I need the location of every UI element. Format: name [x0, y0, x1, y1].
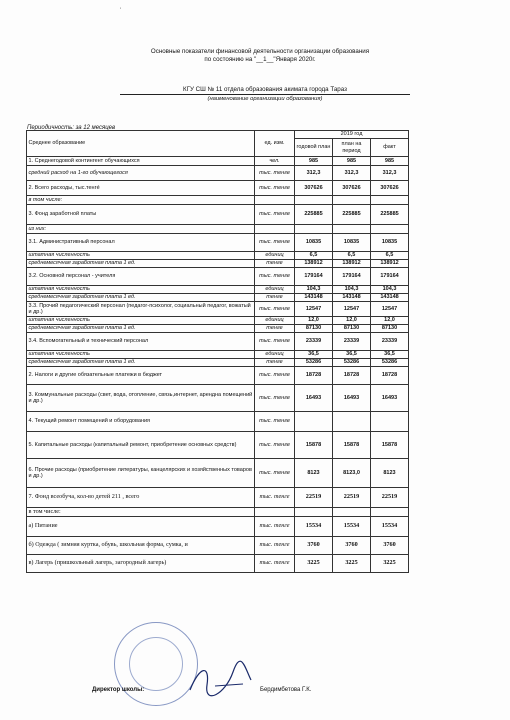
row-fact-cell: 12547 [371, 302, 409, 317]
row-annual-plan-cell: 225885 [295, 205, 333, 225]
table-row [27, 205, 409, 225]
row-fact-cell: 10835 [371, 234, 409, 252]
row-unit-cell: тыс. тенге [255, 367, 295, 385]
row-fact-cell: 36,5 [371, 351, 409, 359]
row-annual-plan-cell: 12547 [295, 302, 333, 317]
row-unit-cell: тенге [255, 325, 295, 333]
row-annual-plan-cell: 36,5 [295, 351, 333, 359]
row-name-cell: а) Питание [27, 517, 255, 537]
row-unit-cell: тыс. тенге [255, 181, 295, 196]
row-fact-cell [371, 508, 409, 517]
row-name-cell: в том числе: [27, 508, 255, 517]
table-row [27, 459, 409, 488]
row-fact-cell: 104,3 [371, 286, 409, 294]
row-annual-plan-cell [295, 196, 333, 205]
table-row [27, 294, 409, 302]
row-period-plan-cell [333, 412, 371, 432]
row-annual-plan-cell: 104,3 [295, 286, 333, 294]
row-annual-plan-cell: 22519 [295, 488, 333, 508]
table-row [27, 234, 409, 252]
row-period-plan-cell: 12,0 [333, 317, 371, 325]
row-annual-plan-cell [295, 225, 333, 234]
row-period-plan-cell: 8123,0 [333, 459, 371, 488]
row-name-cell: 3.3. Прочий педагогический персонал (педагог-психолог, социальный педагог, вожатый и др.) [27, 302, 255, 317]
row-name-cell: 6. Прочие расходы (приобретение литературы, канцелярских и хозяйственных товаров и др.) [27, 459, 255, 488]
row-unit-cell: тенге [255, 260, 295, 268]
row-fact-cell: 12,0 [371, 317, 409, 325]
table-row [27, 325, 409, 333]
row-fact-cell: 8123 [371, 459, 409, 488]
row-fact-cell: 138912 [371, 260, 409, 268]
table-row [27, 555, 409, 573]
row-annual-plan-cell: 8123 [295, 459, 333, 488]
row-annual-plan-cell: 143148 [295, 294, 333, 302]
organization-caption: (наименование организации образования) [207, 96, 323, 102]
row-unit-cell: тыс. тенге [255, 412, 295, 432]
row-unit-cell [255, 225, 295, 234]
row-name-cell: 4. Текущий ремонт помещений и оборудования [27, 412, 255, 432]
row-name-cell: б) Одежда ( зимняя куртка, обувь, школьная форма, сумка, и [27, 537, 255, 555]
row-annual-plan-cell: 16493 [295, 385, 333, 412]
doc-date-line: по состоянию на "__1__"Января 2020г. [204, 56, 316, 63]
table-row [27, 317, 409, 325]
row-annual-plan-cell: 179164 [295, 268, 333, 286]
row-name-cell: штатная численность [27, 286, 255, 294]
row-period-plan-cell: 6,5 [333, 252, 371, 260]
row-annual-plan-cell: 53286 [295, 359, 333, 367]
row-annual-plan-cell: 87130 [295, 325, 333, 333]
row-unit-cell: тыс. тенге [255, 333, 295, 351]
table-row [27, 260, 409, 268]
row-annual-plan-cell: 18728 [295, 367, 333, 385]
signatory-name: Бердимбетова Г.К. [260, 687, 312, 693]
table-row [27, 157, 409, 166]
row-annual-plan-cell: 985 [295, 157, 333, 166]
row-unit-cell: чел. [255, 157, 295, 166]
row-unit-cell: тыс. тенге [255, 205, 295, 225]
row-unit-cell: тыс. тенге [255, 432, 295, 459]
row-period-plan-cell: 15878 [333, 432, 371, 459]
row-name-cell: 1. Среднегодовой контингент обучающихся [27, 157, 255, 166]
row-unit-cell: тенге [255, 359, 295, 367]
row-name-cell: из них: [27, 225, 255, 234]
table-row [27, 367, 409, 385]
row-unit-cell: тыс. тенге [255, 268, 295, 286]
row-annual-plan-cell: 138912 [295, 260, 333, 268]
row-fact-cell: 23339 [371, 333, 409, 351]
header-year-cell: 2019 год [295, 131, 409, 139]
row-period-plan-cell: 307626 [333, 181, 371, 196]
doc-title: Основные показатели финансовой деятельности организации образования [150, 48, 370, 55]
row-period-plan-cell [333, 196, 371, 205]
table-row [27, 351, 409, 359]
row-period-plan-cell: 22519 [333, 488, 371, 508]
header-fact: факт [371, 139, 409, 157]
row-unit-cell: тыс. тенге [255, 459, 295, 488]
row-annual-plan-cell: 23339 [295, 333, 333, 351]
row-fact-cell: 143148 [371, 294, 409, 302]
row-period-plan-cell: 225885 [333, 205, 371, 225]
row-fact-cell: 179164 [371, 268, 409, 286]
signature-mark [185, 660, 255, 700]
row-period-plan-cell: 18728 [333, 367, 371, 385]
table-row [27, 359, 409, 367]
row-unit-cell: единиц [255, 252, 295, 260]
row-annual-plan-cell: 15878 [295, 432, 333, 459]
row-period-plan-cell: 3225 [333, 555, 371, 573]
row-fact-cell [371, 225, 409, 234]
row-fact-cell: 225885 [371, 205, 409, 225]
row-period-plan-cell: 104,3 [333, 286, 371, 294]
row-unit-cell: тенге [255, 294, 295, 302]
row-name-cell: 7. Фонд всеобуча, кол-во детей 211 , всего [27, 488, 255, 508]
row-name-cell: штатная численность [27, 252, 255, 260]
row-name-cell: 2. Налоги и другие обязательные платежи в бюджет [27, 367, 255, 385]
row-period-plan-cell: 138912 [333, 260, 371, 268]
row-fact-cell: 15878 [371, 432, 409, 459]
row-name-cell: 5. Капитальные расходы (капитальный ремонт, приобретение основных средств) [27, 432, 255, 459]
row-name-cell: среднемесячная заработная плата 1 ед. [27, 359, 255, 367]
row-fact-cell: 22519 [371, 488, 409, 508]
row-fact-cell: 15534 [371, 517, 409, 537]
row-unit-cell: единиц [255, 286, 295, 294]
row-period-plan-cell [333, 225, 371, 234]
row-name-cell: штатная численность [27, 351, 255, 359]
organization-name: КГУ СШ № 11 отдела образования акимата города Тараз [120, 86, 410, 95]
row-unit-cell: тыс. тенге [255, 555, 295, 573]
row-fact-cell: 3225 [371, 555, 409, 573]
row-period-plan-cell: 87130 [333, 325, 371, 333]
row-name-cell: 3. Фонд заработной платы [27, 205, 255, 225]
table-row [27, 166, 409, 181]
table-row [27, 385, 409, 412]
row-annual-plan-cell: 10835 [295, 234, 333, 252]
row-unit-cell [255, 196, 295, 205]
row-unit-cell: тыс. тенге [255, 166, 295, 181]
row-annual-plan-cell: 3760 [295, 537, 333, 555]
row-name-cell: 3.1. Административный персонал [27, 234, 255, 252]
row-fact-cell [371, 412, 409, 432]
table-row [27, 302, 409, 317]
corner-mark: ' [120, 8, 122, 14]
row-annual-plan-cell: 6,5 [295, 252, 333, 260]
row-name-cell: 3.4. Вспомогательный и технический персонал [27, 333, 255, 351]
row-unit-cell: тыс. тенге [255, 234, 295, 252]
row-period-plan-cell: 12547 [333, 302, 371, 317]
row-annual-plan-cell: 12,0 [295, 317, 333, 325]
row-name-cell: среднемесячная заработная плата 1 ед. [27, 294, 255, 302]
row-fact-cell: 307626 [371, 181, 409, 196]
row-unit-cell [255, 508, 295, 517]
row-unit-cell: тыс. тенге [255, 537, 295, 555]
row-annual-plan-cell [295, 412, 333, 432]
row-name-cell: в) Лагерь (пришкольный лагерь, загородный лагерь) [27, 555, 255, 573]
table-row [27, 286, 409, 294]
row-name-cell: в том числе: [27, 196, 255, 205]
table-row [27, 252, 409, 260]
row-period-plan-cell: 10835 [333, 234, 371, 252]
row-period-plan-cell [333, 508, 371, 517]
row-fact-cell: 87130 [371, 325, 409, 333]
row-period-plan-cell: 312,3 [333, 166, 371, 181]
row-period-plan-cell: 3760 [333, 537, 371, 555]
row-name-cell: 3. Коммунальные расходы (свет, вода, отопление, связь,интернет, арендна помещений и др.) [27, 385, 255, 412]
row-unit-cell: единиц [255, 351, 295, 359]
row-unit-cell: тыс. тенге [255, 302, 295, 317]
row-fact-cell: 53286 [371, 359, 409, 367]
row-annual-plan-cell: 307626 [295, 181, 333, 196]
table-row [27, 181, 409, 196]
row-fact-cell: 3760 [371, 537, 409, 555]
row-period-plan-cell: 36,5 [333, 351, 371, 359]
row-fact-cell: 6,5 [371, 252, 409, 260]
table-row [27, 537, 409, 555]
table-row [27, 432, 409, 459]
row-name-cell: среднемесячная заработная плата 1 ед. [27, 260, 255, 268]
row-annual-plan-cell: 15534 [295, 517, 333, 537]
header-period-plan: план на период [333, 139, 371, 157]
row-annual-plan-cell: 312,3 [295, 166, 333, 181]
header-unit-cell: ед. изм. [255, 131, 295, 157]
row-unit-cell: единиц [255, 317, 295, 325]
header-annual-plan: годовой план [295, 139, 333, 157]
header-name-cell: Среднее образование [27, 131, 255, 157]
row-period-plan-cell: 15534 [333, 517, 371, 537]
table-row [27, 508, 409, 517]
table-row [27, 412, 409, 432]
table-row [27, 225, 409, 234]
row-name-cell: средний расход на 1-го обучающегося [27, 166, 255, 181]
signature-label: Директор школы: [92, 687, 145, 693]
row-period-plan-cell: 143148 [333, 294, 371, 302]
row-period-plan-cell: 179164 [333, 268, 371, 286]
row-annual-plan-cell [295, 508, 333, 517]
row-period-plan-cell: 16493 [333, 385, 371, 412]
row-annual-plan-cell: 3225 [295, 555, 333, 573]
row-fact-cell [371, 196, 409, 205]
table-row [27, 333, 409, 351]
row-period-plan-cell: 53286 [333, 359, 371, 367]
row-fact-cell: 985 [371, 157, 409, 166]
row-fact-cell: 16493 [371, 385, 409, 412]
table-row [27, 268, 409, 286]
row-unit-cell: тыс. тенге [255, 517, 295, 537]
row-name-cell: среднемесячная заработная плата 1 ед. [27, 325, 255, 333]
row-fact-cell: 312,3 [371, 166, 409, 181]
row-name-cell: 3.2. Основной персонал - учителя [27, 268, 255, 286]
table-row [27, 517, 409, 537]
financial-table [26, 130, 409, 573]
row-unit-cell: тыс. тенге [255, 385, 295, 412]
periodicity-label: Периодичность: за 12 месяцев [27, 125, 116, 131]
row-unit-cell: тыс. тенге [255, 488, 295, 508]
row-period-plan-cell: 23339 [333, 333, 371, 351]
row-name-cell: штатная численность [27, 317, 255, 325]
table-row [27, 196, 409, 205]
row-fact-cell: 18728 [371, 367, 409, 385]
row-period-plan-cell: 985 [333, 157, 371, 166]
table-row [27, 488, 409, 508]
row-name-cell: 2. Всего расходы, тыс.тенгé [27, 181, 255, 196]
